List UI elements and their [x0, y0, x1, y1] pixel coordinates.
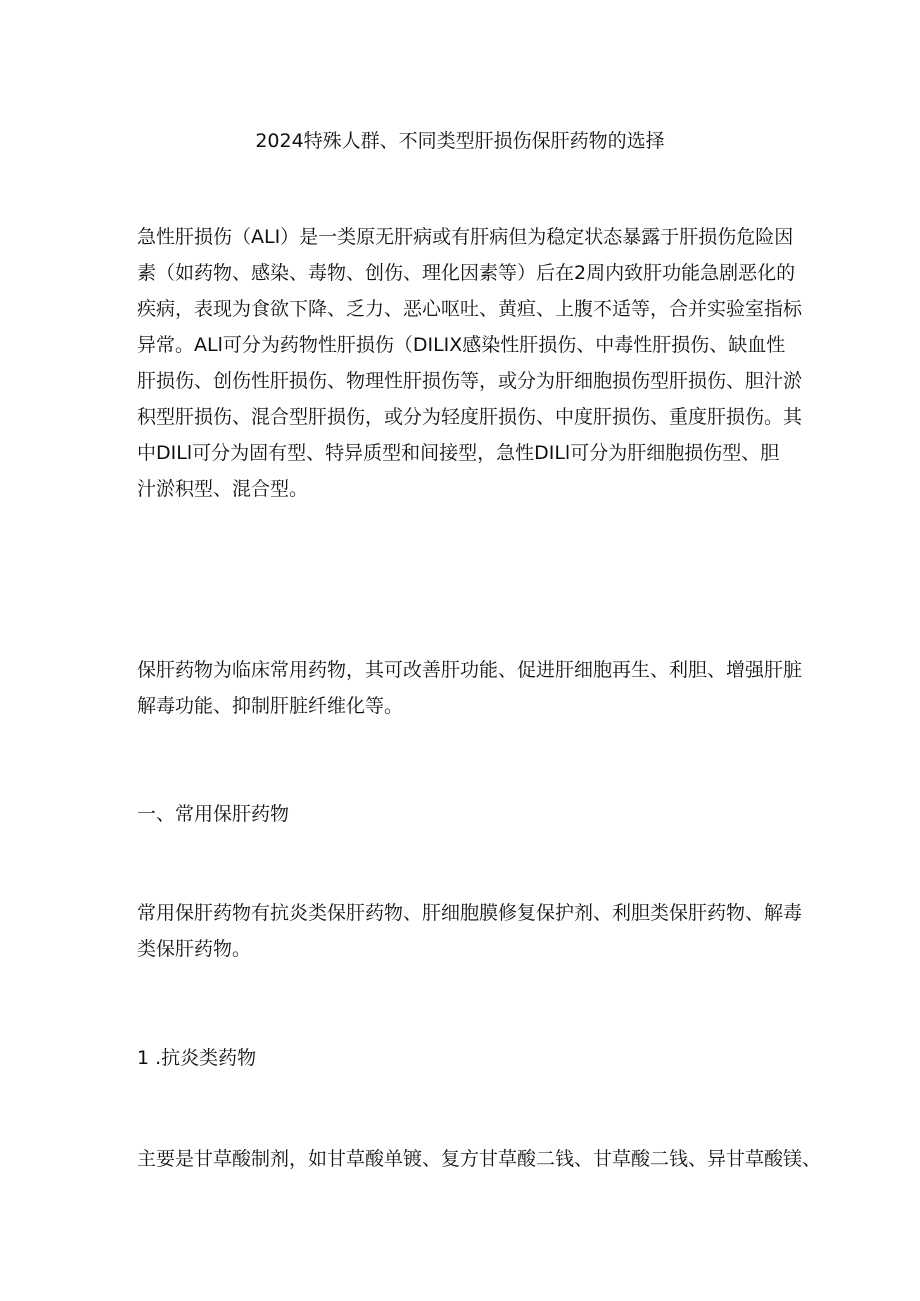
paragraph-line: 素（如药物、感染、毒物、创伤、理化因素等）后在2周内致肝功能急剧恶化的	[137, 262, 796, 284]
paragraph-liver-protection-drugs	[137, 652, 803, 724]
paragraph-line: 主要是甘草酸制剂，如甘草酸单镀、复方甘草酸二钱、甘草酸二钱、异甘草酸镁、	[137, 1148, 822, 1170]
paragraph-line: 类保肝药物。	[137, 938, 252, 960]
paragraph-line: 解毒功能、抑制肝脏纤维化等。	[137, 695, 404, 717]
document-title: 2024特殊人群、不同类型肝损伤保肝药物的选择	[255, 130, 665, 152]
paragraph-line: 异常。ALl可分为药物性肝损伤（DILIX感染性肝损伤、中毒性肝损伤、缺血性	[137, 334, 786, 356]
paragraph-line: 急性肝损伤（ALI）是一类原无肝病或有肝病但为稳定状态暴露于肝损伤危险因	[137, 226, 794, 248]
paragraph-line: 积型肝损伤、混合型肝损伤，或分为轻度肝损伤、中度肝损伤、重度肝损伤。其	[137, 406, 803, 428]
paragraph-glycyrrhizic-acid	[137, 1141, 822, 1177]
paragraph-acute-liver-injury	[137, 219, 803, 507]
paragraph-drug-categories	[137, 895, 803, 967]
paragraph-line: 保肝药物为临床常用药物，其可改善肝功能、促进肝细胞再生、利胆、增强肝脏	[137, 659, 803, 681]
paragraph-line: 疾病，表现为食欲下降、乏力、恶心呕吐、黄疸、上腹不适等，合并实验室指标	[137, 298, 803, 320]
paragraph-line: 汁淤积型、混合型。	[137, 478, 309, 500]
paragraph-line: 常用保肝药物有抗炎类保肝药物、肝细胞膜修复保护剂、利胆类保肝药物、解毒	[137, 902, 803, 924]
section-heading-common-drugs: 一、常用保肝药物	[137, 803, 290, 825]
subsection-heading-anti-inflammatory: 1 .抗炎类药物	[137, 1047, 257, 1069]
paragraph-line: 肝损伤、创伤性肝损伤、物理性肝损伤等，或分为肝细胞损伤型肝损伤、胆汁淤	[137, 370, 803, 392]
paragraph-line: 中DILl可分为固有型、特异质型和间接型，急性DILl可分为肝细胞损伤型、胆	[137, 442, 780, 464]
